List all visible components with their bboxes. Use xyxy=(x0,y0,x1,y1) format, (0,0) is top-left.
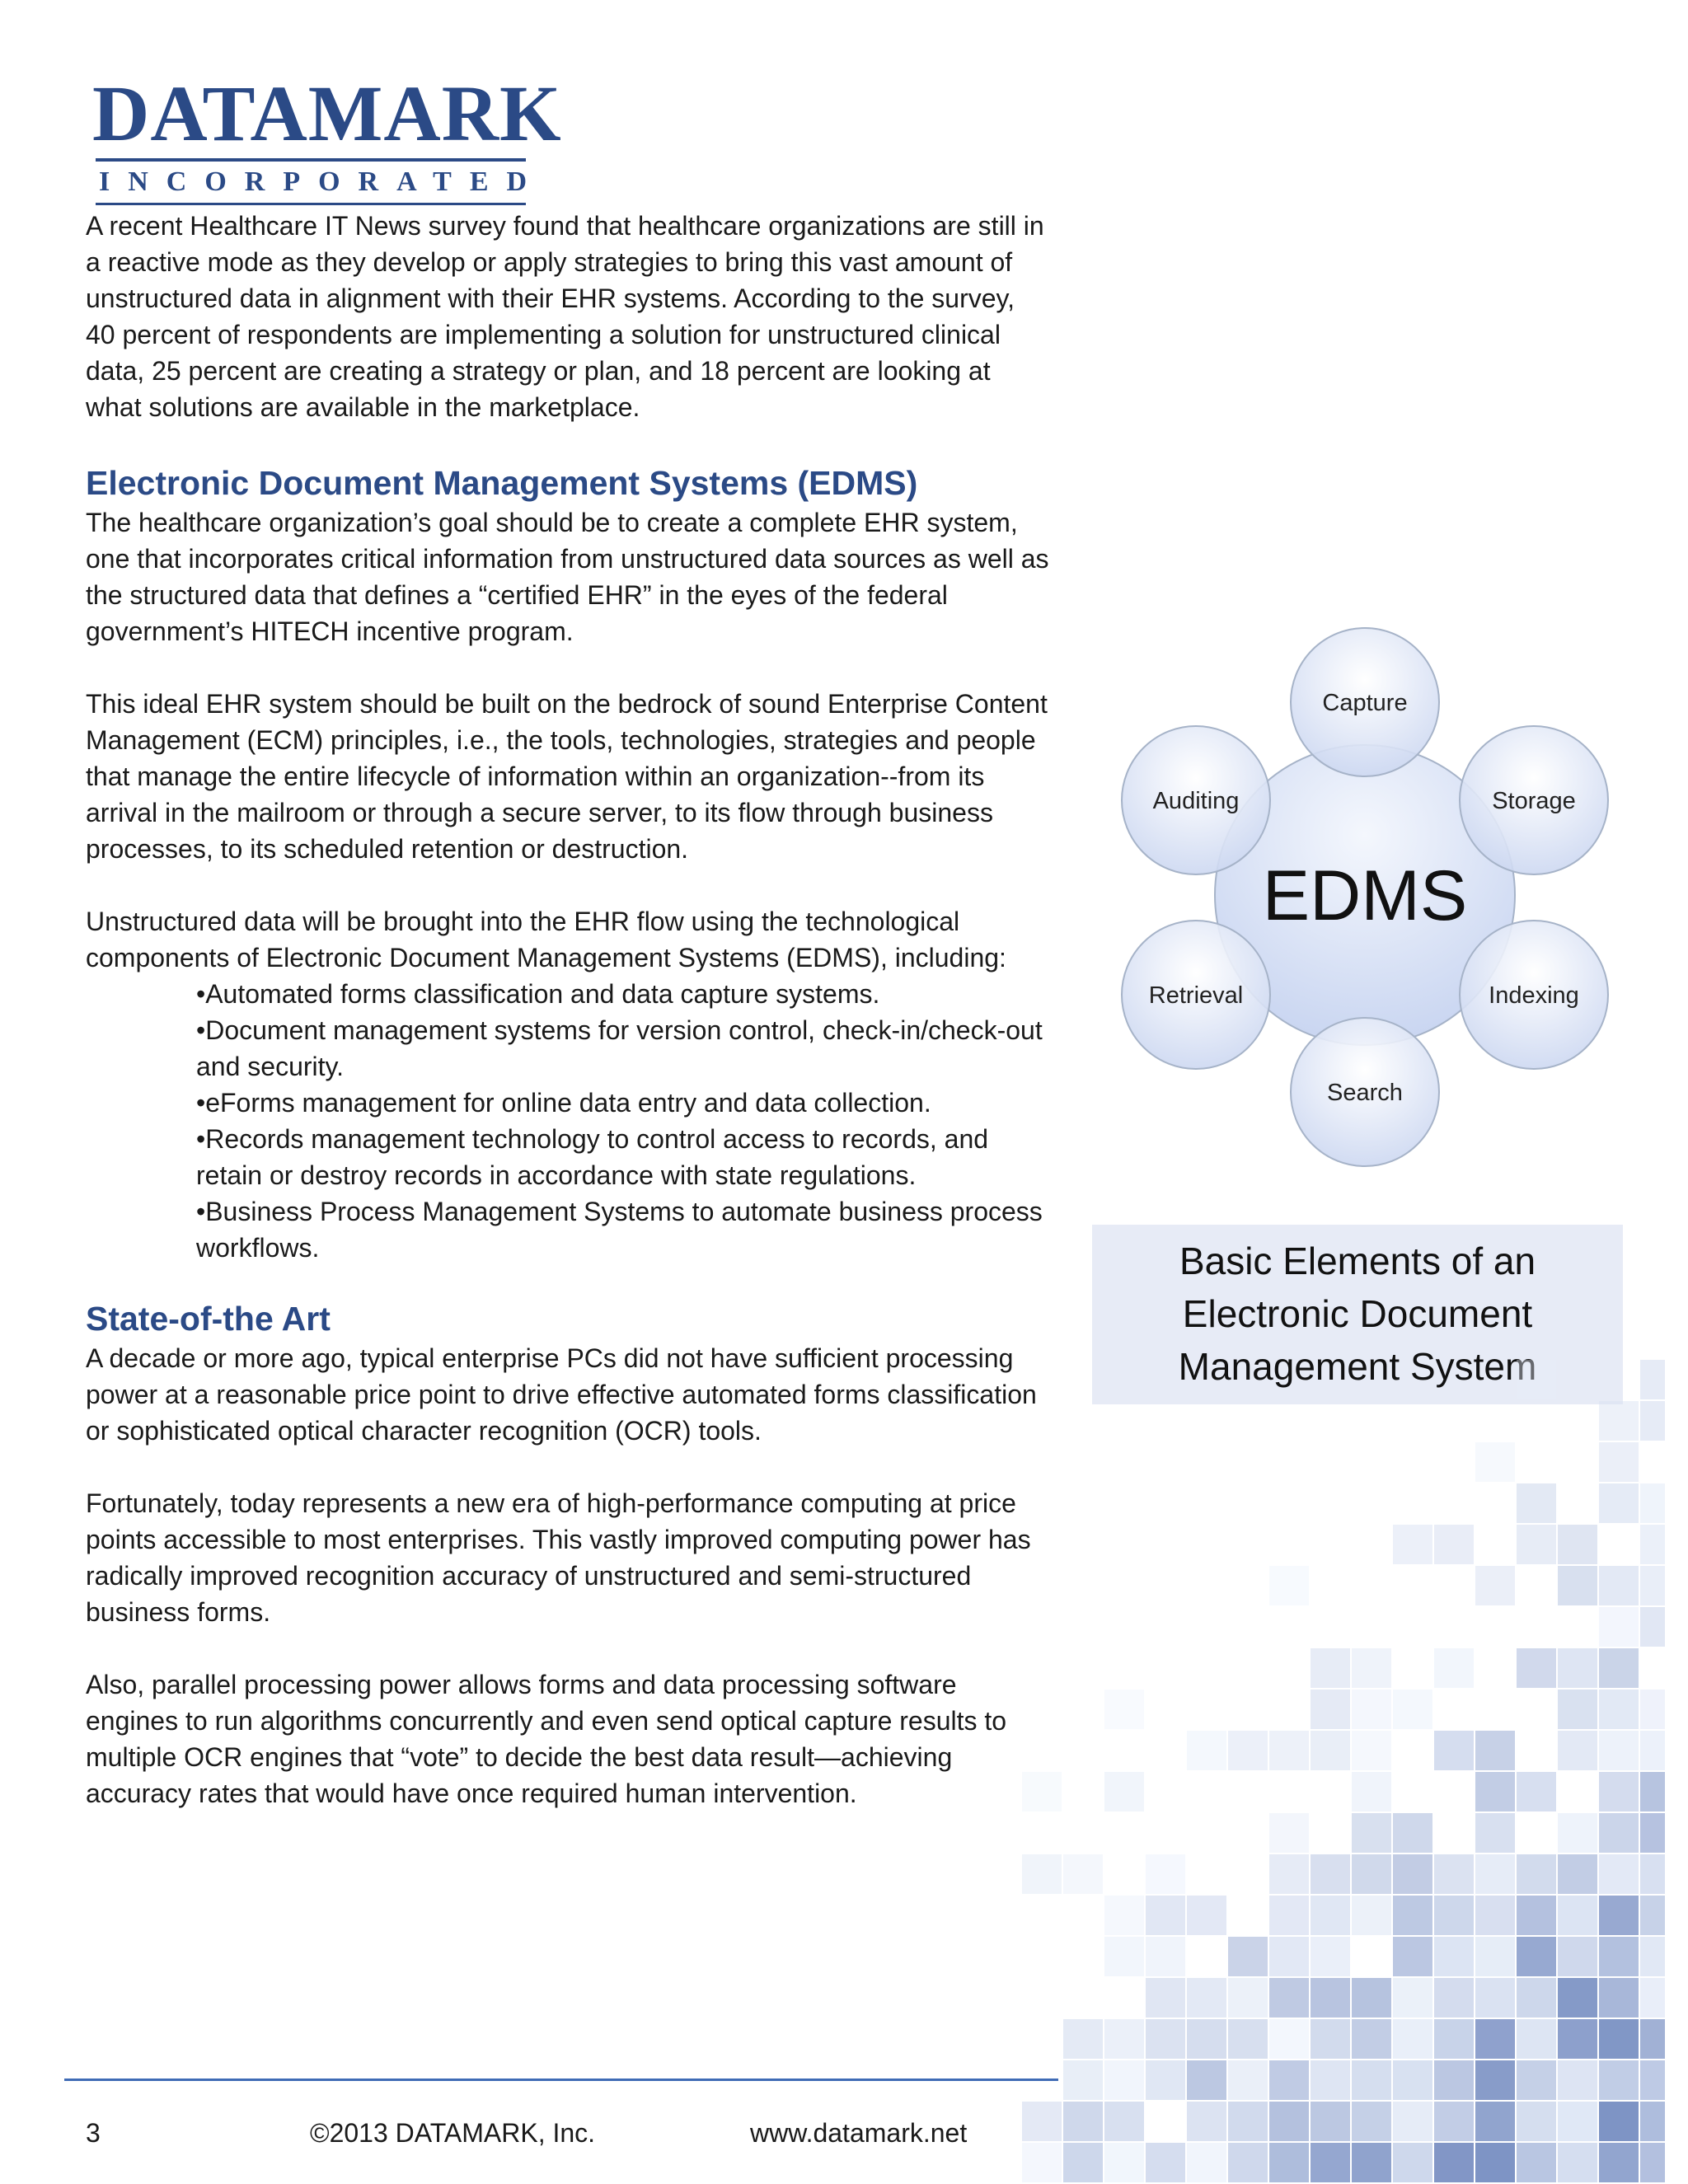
mosaic-tile xyxy=(1393,1854,1432,1894)
mosaic-tile xyxy=(1228,1978,1268,2018)
mosaic-tile xyxy=(1269,1731,1309,1770)
mosaic-tile xyxy=(1146,1854,1185,1894)
mosaic-tile xyxy=(1599,1648,1639,1688)
mosaic-tile xyxy=(1352,1648,1391,1688)
mosaic-tile xyxy=(1475,1978,1515,2018)
edms-component-list xyxy=(86,976,1050,1266)
mosaic-tile xyxy=(1475,2060,1515,2100)
list-item: •Business Process Management Systems to automate business process workflows. xyxy=(196,1197,1043,1263)
footer-website: www.datamark.net xyxy=(750,2118,968,2148)
mosaic-tile xyxy=(1311,1937,1350,1976)
mosaic-tile xyxy=(1393,2060,1432,2100)
mosaic-tile xyxy=(1640,1731,1665,1770)
mosaic-tile xyxy=(1475,1731,1515,1770)
mosaic-tile xyxy=(1352,2102,1391,2141)
list-item: •Automated forms classification and data capture systems. xyxy=(196,979,880,1009)
mosaic-tile xyxy=(1517,1896,1556,1935)
mosaic-tile xyxy=(1640,2102,1665,2141)
mosaic-tile xyxy=(1434,2019,1474,2059)
mosaic-tile xyxy=(1104,1937,1144,1976)
mosaic-tile xyxy=(1599,1978,1639,2018)
mosaic-tile xyxy=(1311,2060,1350,2100)
mosaic-tile xyxy=(1475,2102,1515,2141)
mosaic-tile xyxy=(1599,1731,1639,1770)
mosaic-tile xyxy=(1558,1566,1597,1605)
mosaic-tile xyxy=(1311,2143,1350,2182)
mosaic-tile xyxy=(1434,1525,1474,1564)
mosaic-tile xyxy=(1517,1854,1556,1894)
mosaic-tile xyxy=(1599,1483,1639,1523)
caption-line: Basic Elements of an xyxy=(1179,1240,1536,1282)
mosaic-tile xyxy=(1063,2102,1103,2141)
mosaic-tile xyxy=(1640,1607,1665,1647)
logo-rule-bottom xyxy=(96,203,526,205)
mosaic-tile xyxy=(1187,1978,1226,2018)
edms-paragraph-1: The healthcare organization’s goal should be to create a complete EHR system, one that incorporates critical information from unstructured data sources as well as the structured data that defines a “certified EHR” in the eyes of the federal government’s HITECH incentive program. xyxy=(86,508,1049,646)
section-heading-state-of-the-art: State-of-the Art xyxy=(86,1300,331,1338)
mosaic-tile xyxy=(1475,1854,1515,1894)
node-label: Search xyxy=(1327,1080,1403,1106)
mosaic-tile xyxy=(1269,1813,1309,1853)
mosaic-tile xyxy=(1146,2143,1185,2182)
mosaic-tile xyxy=(1558,1731,1597,1770)
node-search xyxy=(1291,1018,1439,1166)
mosaic-tile xyxy=(1558,2143,1597,2182)
mosaic-tile xyxy=(1434,2060,1474,2100)
mosaic-tile xyxy=(1311,1648,1350,1688)
mosaic-tile xyxy=(1187,1731,1226,1770)
mosaic-tile xyxy=(1022,1854,1062,1894)
mosaic-tile xyxy=(1434,1937,1474,1976)
mosaic-tile xyxy=(1434,1731,1474,1770)
node-label: Storage xyxy=(1492,788,1576,814)
mosaic-tile xyxy=(1475,2143,1515,2182)
mosaic-tile xyxy=(1352,2019,1391,2059)
mosaic-tile xyxy=(1599,1772,1639,1811)
list-item: •Records management technology to control access to records, and retain or destroy records in accordance with state regulations. xyxy=(196,1124,989,1190)
mosaic-tile xyxy=(1311,1978,1350,2018)
mosaic-tile xyxy=(1352,1854,1391,1894)
node-label: Indexing xyxy=(1489,982,1579,1009)
mosaic-tile xyxy=(1475,2019,1515,2059)
mosaic-tile xyxy=(1146,1896,1185,1935)
footer-copyright: ©2013 DATAMARK, Inc. xyxy=(310,2118,596,2148)
mosaic-tile xyxy=(1393,1690,1432,1729)
mosaic-tile xyxy=(1228,1731,1268,1770)
state-paragraph-3: Also, parallel processing power allows forms and data processing software engines to run algorithms concurrently and even send optical capture results to multiple OCR engines that “vote” to decide the best data result—achieving accuracy rates that would have once required human intervention. xyxy=(86,1670,1007,1808)
mosaic-tile xyxy=(1063,2143,1103,2182)
mosaic-tile xyxy=(1517,1772,1556,1811)
mosaic-tile xyxy=(1311,2019,1350,2059)
mosaic-tile xyxy=(1104,1690,1144,1729)
mosaic-tile xyxy=(1311,1690,1350,1729)
mosaic-tile xyxy=(1640,1978,1665,2018)
mosaic-tile xyxy=(1104,2019,1144,2059)
mosaic-tile xyxy=(1599,1813,1639,1853)
mosaic-tile xyxy=(1599,2102,1639,2141)
node-auditing xyxy=(1122,726,1270,874)
mosaic-tile xyxy=(1640,1525,1665,1564)
mosaic-tile xyxy=(1640,1937,1665,1976)
mosaic-tile xyxy=(1475,1813,1515,1853)
decorative-mosaic xyxy=(1022,1360,1665,2184)
mosaic-tile xyxy=(1640,1896,1665,1935)
center-label: EDMS xyxy=(1262,856,1468,935)
mosaic-tile xyxy=(1558,2102,1597,2141)
mosaic-tile xyxy=(1640,1854,1665,1894)
mosaic-tile xyxy=(1599,1401,1639,1441)
mosaic-tile xyxy=(1187,2102,1226,2141)
mosaic-tile xyxy=(1269,2060,1309,2100)
mosaic-tile xyxy=(1640,1566,1665,1605)
mosaic-tile xyxy=(1269,1978,1309,2018)
list-item: •eForms management for online data entry and data collection. xyxy=(196,1088,931,1118)
mosaic-tile xyxy=(1599,1607,1639,1647)
node-indexing xyxy=(1460,921,1608,1069)
mosaic-tile xyxy=(1599,1854,1639,1894)
mosaic-tile xyxy=(1187,2143,1226,2182)
mosaic-tile xyxy=(1311,1896,1350,1935)
mosaic-tile xyxy=(1393,1978,1432,2018)
mosaic-tile xyxy=(1269,1937,1309,1976)
mosaic-tile xyxy=(1352,1690,1391,1729)
mosaic-tile xyxy=(1352,1731,1391,1770)
mosaic-tile xyxy=(1599,1442,1639,1482)
edms-diagram xyxy=(1113,626,1632,1179)
mosaic-tile xyxy=(1434,1896,1474,1935)
mosaic-tile xyxy=(1640,1813,1665,1853)
node-label: Retrieval xyxy=(1148,982,1244,1009)
mosaic-tile xyxy=(1352,2143,1391,2182)
mosaic-tile xyxy=(1599,1937,1639,1976)
mosaic-tile xyxy=(1558,1525,1597,1564)
mosaic-tile xyxy=(1352,1896,1391,1935)
mosaic-tile xyxy=(1640,2060,1665,2100)
mosaic-tile xyxy=(1352,1813,1391,1853)
mosaic-tile xyxy=(1311,2102,1350,2141)
mosaic-tile xyxy=(1517,2102,1556,2141)
company-logo xyxy=(92,69,562,205)
mosaic-tile xyxy=(1352,2060,1391,2100)
mosaic-tile xyxy=(1599,2060,1639,2100)
mosaic-tile xyxy=(1063,2060,1103,2100)
caption-line: Electronic Document xyxy=(1182,1292,1533,1335)
mosaic-tile xyxy=(1104,2143,1144,2182)
mosaic-tile xyxy=(1022,1772,1062,1811)
mosaic-tile xyxy=(1146,2019,1185,2059)
mosaic-tile xyxy=(1558,1648,1597,1688)
page-number: 3 xyxy=(86,2118,101,2148)
mosaic-tile xyxy=(1352,1772,1391,1811)
node-capture xyxy=(1291,628,1439,776)
mosaic-tile xyxy=(1393,1937,1432,1976)
caption-line: Management System xyxy=(1178,1345,1537,1388)
mosaic-tile xyxy=(1434,1648,1474,1688)
mosaic-tile xyxy=(1228,2060,1268,2100)
mosaic-tile xyxy=(1558,2019,1597,2059)
mosaic-tile xyxy=(1104,2060,1144,2100)
mosaic-tile xyxy=(1269,1566,1309,1605)
mosaic-tile xyxy=(1599,2143,1639,2182)
mosaic-tile xyxy=(1517,1978,1556,2018)
mosaic-tile xyxy=(1475,1442,1515,1482)
mosaic-tile xyxy=(1640,1483,1665,1523)
mosaic-tile xyxy=(1022,2143,1062,2182)
mosaic-tile xyxy=(1517,1360,1556,1399)
mosaic-tile xyxy=(1558,1978,1597,2018)
list-item: •Document management systems for version control, check-in/check-out and security. xyxy=(196,1015,1043,1081)
edms-paragraph-2: This ideal EHR system should be built on the bedrock of sound Enterprise Content Management (ECM) principles, i.e., the tools, technologies, strategies and people that manage the entire lifecycle of information within an organization--from its arrival in the mailroom or through a secure server, to its flow through business processes, to its scheduled retention or destruction. xyxy=(86,689,1048,864)
node-label: Capture xyxy=(1322,690,1408,716)
mosaic-tile xyxy=(1146,1978,1185,2018)
mosaic-tile xyxy=(1558,1690,1597,1729)
edms-paragraph-3: Unstructured data will be brought into the EHR flow using the technological components of Electronic Document Management Systems (EDMS), including: xyxy=(86,907,1006,972)
mosaic-tile xyxy=(1517,2019,1556,2059)
mosaic-tile xyxy=(1517,1525,1556,1564)
mosaic-tile xyxy=(1517,1483,1556,1523)
mosaic-tile xyxy=(1640,1401,1665,1441)
mosaic-tile xyxy=(1434,1854,1474,1894)
mosaic-tile xyxy=(1228,2019,1268,2059)
mosaic-tile xyxy=(1146,1937,1185,1976)
mosaic-tile xyxy=(1475,1772,1515,1811)
mosaic-tile xyxy=(1063,2019,1103,2059)
node-retrieval xyxy=(1122,921,1270,1069)
mosaic-tile xyxy=(1558,1854,1597,1894)
mosaic-tile xyxy=(1599,1690,1639,1729)
logo-sub-text: INCORPORATED xyxy=(99,166,546,197)
state-paragraph-1: A decade or more ago, typical enterprise PCs did not have sufficient processing power at a reasonable price point to drive effective automated forms classification or sophisticated optical character recognition (OCR) tools. xyxy=(86,1343,1037,1446)
mosaic-tile xyxy=(1517,1648,1556,1688)
mosaic-tile xyxy=(1228,2143,1268,2182)
mosaic-tile xyxy=(1393,1813,1432,1853)
mosaic-tile xyxy=(1146,2060,1185,2100)
mosaic-tile xyxy=(1434,1978,1474,2018)
mosaic-tile xyxy=(1475,1896,1515,1935)
mosaic-tile xyxy=(1640,2143,1665,2182)
state-paragraph-2: Fortunately, today represents a new era of high-performance computing at price points accessible to most enterprises. This vastly improved computing power has radically improved recognition accuracy of unstructured and semi-structured business forms. xyxy=(86,1488,1031,1627)
mosaic-tile xyxy=(1228,1937,1268,1976)
mosaic-tile xyxy=(1434,2102,1474,2141)
intro-paragraph: A recent Healthcare IT News survey found that healthcare organizations are still in a reactive mode as they develop or apply strategies to bring this vast amount of unstructured data in alignment with their EHR systems. According to the survey, 40 percent of respondents are implementing a solution for unstructured clinical data, 25 percent are creating a strategy or plan, and 18 percent are looking at what solutions are available in the marketplace. xyxy=(86,211,1044,422)
mosaic-tile xyxy=(1640,1772,1665,1811)
section-heading-edms: Electronic Document Management Systems (EDMS) xyxy=(86,464,918,502)
mosaic-tile xyxy=(1475,1937,1515,1976)
mosaic-tile xyxy=(1269,2019,1309,2059)
node-label: Auditing xyxy=(1152,788,1240,814)
mosaic-tile xyxy=(1393,2102,1432,2141)
mosaic-tile xyxy=(1269,2102,1309,2141)
mosaic-tile xyxy=(1517,1937,1556,1976)
mosaic-tile xyxy=(1475,1566,1515,1605)
mosaic-tile xyxy=(1393,1525,1432,1564)
mosaic-tile xyxy=(1599,1896,1639,1935)
footer-divider xyxy=(64,2079,1058,2081)
mosaic-tile xyxy=(1063,1854,1103,1894)
mosaic-tile xyxy=(1104,1896,1144,1935)
mosaic-tile xyxy=(1269,2143,1309,2182)
mosaic-tile xyxy=(1393,2143,1432,2182)
mosaic-tile xyxy=(1187,1896,1226,1935)
node-storage xyxy=(1460,726,1608,874)
logo-main-text: DATAMARK xyxy=(92,69,562,157)
mosaic-tile xyxy=(1640,1360,1665,1399)
mosaic-tile xyxy=(1022,2102,1062,2141)
mosaic-tile xyxy=(1104,2102,1144,2141)
mosaic-tile xyxy=(1599,2019,1639,2059)
mosaic-tile xyxy=(1269,1854,1309,1894)
mosaic-tile xyxy=(1558,1813,1597,1853)
mosaic-tile xyxy=(1352,1978,1391,2018)
mosaic-tile xyxy=(1517,2143,1556,2182)
mosaic-tile xyxy=(1434,2143,1474,2182)
mosaic-tile xyxy=(1517,2060,1556,2100)
mosaic-tile xyxy=(1640,2019,1665,2059)
mosaic-tile xyxy=(1640,1690,1665,1729)
mosaic-tile xyxy=(1104,1772,1144,1811)
mosaic-tile xyxy=(1558,1937,1597,1976)
mosaic-tile xyxy=(1558,1896,1597,1935)
mosaic-tile xyxy=(1187,2060,1226,2100)
mosaic-tile xyxy=(1187,2019,1226,2059)
mosaic-tile xyxy=(1228,2102,1268,2141)
mosaic-tile xyxy=(1393,1896,1432,1935)
mosaic-tile xyxy=(1393,2019,1432,2059)
logo-rule xyxy=(96,158,526,162)
mosaic-tile xyxy=(1311,1854,1350,1894)
mosaic-tile xyxy=(1558,2060,1597,2100)
main-text-column xyxy=(86,208,1050,1848)
mosaic-tile xyxy=(1311,1731,1350,1770)
mosaic-tile xyxy=(1269,1896,1309,1935)
mosaic-tile xyxy=(1599,1566,1639,1605)
